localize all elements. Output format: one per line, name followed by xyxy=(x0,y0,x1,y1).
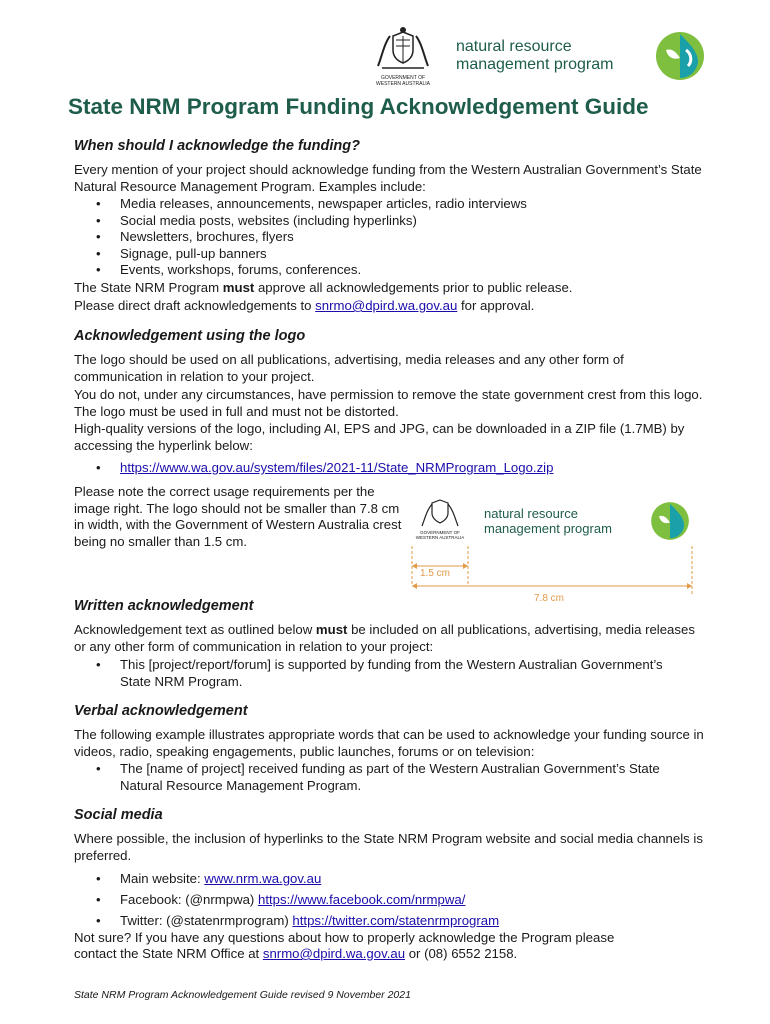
logo-p3: High-quality versions of the logo, including AI, EPS and JPG, can be downloaded in a ZIP file (1.7MB) by accessing the hyperlink below: xyxy=(74,421,685,453)
list-item: • Facebook: (@nrmpwa) https://www.facebook.com/nrmpwa/ xyxy=(74,889,694,910)
list-item: • Twitter: (@statenrmprogram) https://twitter.com/statenrmprogram xyxy=(74,910,694,931)
heading-written: Written acknowledgement xyxy=(74,598,254,614)
twitter-link[interactable]: https://twitter.com/statenrmprogram xyxy=(292,913,500,928)
contact-email-link[interactable]: snrmo@dpird.wa.gov.au xyxy=(262,946,406,961)
leaf-drop-icon xyxy=(652,30,708,82)
logo-p1: The logo should be used on all publications, advertising, media releases and any other form of communication in relation to your project. xyxy=(74,352,624,384)
heading-social: Social media xyxy=(74,807,163,823)
footer-text: State NRM Program Acknowledgement Guide revised 9 November 2021 xyxy=(74,989,411,1001)
heading-verbal: Verbal acknowledgement xyxy=(74,703,248,719)
when-list xyxy=(74,196,694,279)
list-item: • Main website: www.nrm.wa.gov.au xyxy=(74,868,694,889)
crest-caption-2: WESTERN AUSTRALIA xyxy=(376,81,430,87)
website-link[interactable]: www.nrm.wa.gov.au xyxy=(204,871,322,886)
direct-draft-text: Please direct draft acknowledgements to snrmo@dpird.wa.gov.au for approval. xyxy=(74,298,535,313)
nrm-logo-line1: natural resource xyxy=(456,38,572,55)
when-intro: Every mention of your project should acknowledge funding from the Western Australian Government’s State Natural Resource Management Program. Examples include: xyxy=(74,162,702,194)
logo-usage-diagram xyxy=(408,486,708,606)
dim-total-label: 7.8 cm xyxy=(534,593,565,604)
verbal-text: The following example illustrates appropriate words that can be used to acknowledge your funding source in videos, radio, speaking engagements, public launches, forums or on television: xyxy=(74,727,704,759)
diagram-nrm-text: natural resource management program xyxy=(484,506,612,536)
list-item: • The [name of project] received funding as part of the Western Australian Government’s State Natural Resource Management Program. xyxy=(74,761,694,794)
list-item: • Media releases, announcements, newspaper articles, radio interviews xyxy=(74,196,694,213)
diagram-emblem-icon xyxy=(648,500,692,542)
page-title: State NRM Program Funding Acknowledgement Guide xyxy=(68,94,649,119)
list-item: • This [project/report/forum] is supported by funding from the Western Australian Government’s State NRM Program. xyxy=(74,657,694,690)
social-list xyxy=(74,868,694,931)
list-item: • Events, workshops, forums, conferences. xyxy=(74,262,694,279)
nrm-emblem xyxy=(652,30,708,87)
wa-crest-logo xyxy=(370,26,436,87)
list-item: • Social media posts, websites (including hyperlinks) xyxy=(74,213,694,230)
social-text: Where possible, the inclusion of hyperlinks to the State NRM Program website and social media channels is preferred. xyxy=(74,831,703,863)
nrm-logo-line2: management program xyxy=(456,56,614,73)
logo-usage-text: Please note the correct usage requirements per the image right. The logo should not be smaller than 7.8 cm in width, with the Government of Western Australia crest being no smaller than 1.5 cm. xyxy=(74,484,402,549)
email-link[interactable]: snrmo@dpird.wa.gov.au xyxy=(315,298,458,313)
must-approve-text: The State NRM Program must approve all acknowledgements prior to public release. xyxy=(74,280,573,295)
list-item: • Signage, pull-up banners xyxy=(74,246,694,263)
not-sure-line2: contact the State NRM Office at snrmo@dpird.wa.gov.au or (08) 6552 2158. xyxy=(74,946,518,961)
logo-zip-link[interactable]: https://www.wa.gov.au/system/files/2021-11/State_NRMProgram_Logo.zip xyxy=(120,460,554,475)
crest-caption-1: GOVERNMENT OF xyxy=(380,75,426,81)
facebook-link[interactable]: https://www.facebook.com/nrmpwa/ xyxy=(257,892,466,907)
logo-p2: You do not, under any circumstances, have permission to remove the state government crest from this logo. The logo must be used in full and must not be distorted. xyxy=(74,387,703,419)
dim-crest-label: 1.5 cm xyxy=(420,568,451,579)
list-item xyxy=(74,460,694,477)
nrm-logo-text xyxy=(456,38,613,74)
not-sure-line1: Not sure? If you have any questions about how to properly acknowledge the Program please xyxy=(74,930,615,945)
crest-icon xyxy=(370,26,436,70)
heading-logo: Acknowledgement using the logo xyxy=(74,328,306,344)
written-list xyxy=(74,657,694,690)
zip-list xyxy=(74,460,694,477)
list-item: • Newsletters, brochures, flyers xyxy=(74,229,694,246)
verbal-list xyxy=(74,761,694,794)
written-text: Acknowledgement text as outlined below must be included on all publications, advertising, media releases or any other form of communication in relation to your project: xyxy=(74,622,695,654)
diagram-crest-caption: GOVERNMENT OF WESTERN AUSTRALIA xyxy=(415,530,465,540)
heading-when: When should I acknowledge the funding? xyxy=(74,138,360,154)
